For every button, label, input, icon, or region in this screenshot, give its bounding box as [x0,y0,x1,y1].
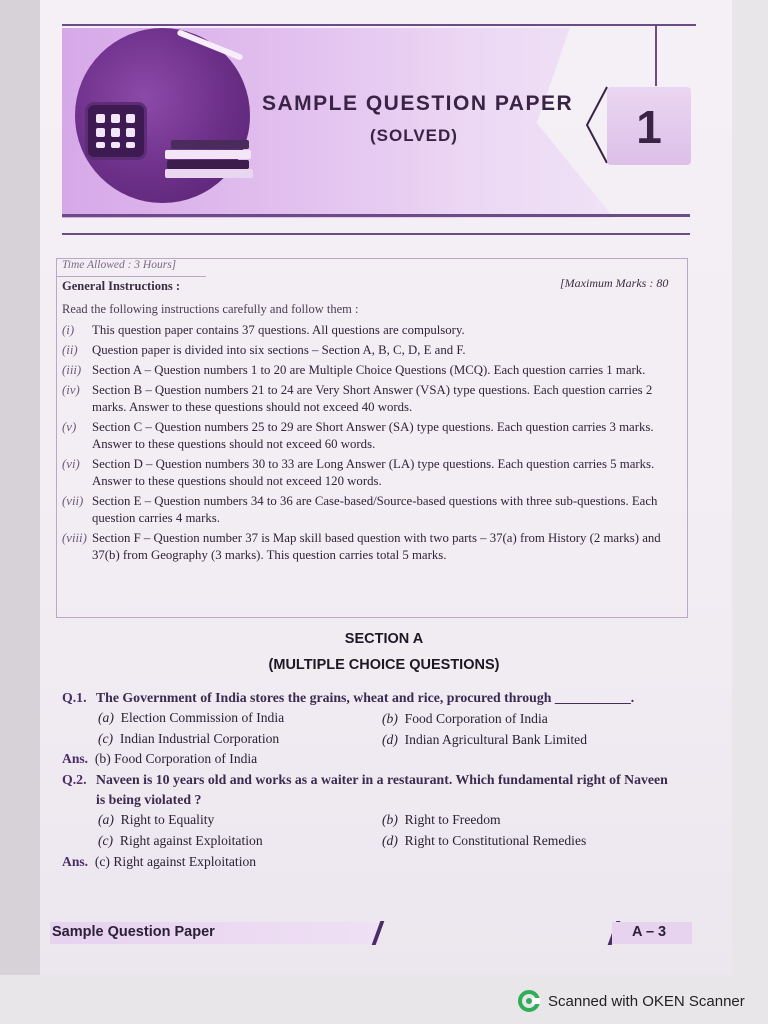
footer-title: Sample Question Paper [52,924,215,940]
oken-scanner-logo-icon [518,990,540,1012]
option-text: Indian Industrial Corporation [119,731,280,746]
time-allowed: Time Allowed : 3 Hours] [62,259,177,271]
instruction-text: Section A – Question numbers 1 to 20 are Multiple Choice Questions (MCQ). Each question carries 1 mark. [92,363,646,377]
instruction-number: (vii) [62,494,84,508]
instruction-number: (iii) [62,363,82,377]
maximum-marks: [Maximum Marks : 80 [560,276,669,290]
instruction-number: (iv) [62,383,80,397]
option-label: (d) [382,732,398,747]
instruction-text: Section E – Question numbers 34 to 36 are Case-based/Source-based questions with three sub-questions. Each question carries 4 marks. [92,494,658,525]
top-rule [62,24,696,26]
q2-answer [62,854,256,870]
option-label: (a) [98,812,114,827]
option-label: (b) [382,711,398,726]
q1-answer [62,751,257,767]
general-instructions-heading: General Instructions : [62,279,181,293]
instructions-divider [56,276,206,277]
q2-option-b [382,812,501,828]
instruction-item [62,530,682,564]
answer-text: (b) Food Corporation of India [94,751,258,766]
question-text: Naveen is 10 years old and works as a waiter in a restaurant. Which fundamental right of Naveen [95,772,668,787]
instruction-text: Question paper is divided into six sections – Section A, B, C, D, E and F. [92,343,466,357]
option-text: Indian Agricultural Bank Limited [404,732,587,747]
question-number: Q.2. [62,772,87,787]
option-text: Right to Equality [120,812,215,827]
paper-title: SAMPLE QUESTION PAPER [262,92,574,115]
section-title: SECTION A [344,631,424,647]
q1-option-c [98,731,279,747]
answer-label: Ans. [62,751,89,766]
question-text: is being violated ? [96,792,202,807]
instruction-item [62,342,682,359]
option-text: Food Corporation of India [404,711,548,726]
page-number: A – 3 [632,924,667,940]
instructions-intro: Read the following instructions carefully and follow them : [62,302,359,316]
instruction-item [62,493,682,527]
instruction-text: Section C – Question numbers 25 to 29 are Short Answer (SA) type questions. Each question carries 3 marks. Answer to these questions should not exceed 60 words. [92,420,654,451]
page-left-shadow [0,0,40,975]
q2-option-c [98,833,263,849]
top-rule-vertical [655,26,657,86]
q2-option-d [382,833,586,849]
answer-text: (c) Right against Exploitation [94,854,257,869]
instruction-item [62,362,682,379]
q1-option-a [98,710,284,726]
banner-bottom-rule-2 [62,233,690,235]
option-label: (b) [382,812,398,827]
instruction-number: (i) [62,323,75,337]
instructions-list [62,322,682,567]
q1-option-d [382,732,587,748]
books-icon [165,140,255,176]
instruction-item [62,419,682,453]
answer-label: Ans. [62,854,89,869]
option-label: (c) [98,731,114,746]
question-number: Q.1. [62,690,87,705]
instruction-item [62,456,682,490]
question-2 [62,772,692,788]
instruction-text: Section B – Question numbers 21 to 24 are Very Short Answer (VSA) type questions. Each question carries 2 marks. Answer to these questions should not exceed 40 words. [92,383,653,414]
option-text: Right to Constitutional Remedies [404,833,587,848]
instruction-item [62,322,682,339]
instruction-number: (viii) [62,531,87,545]
q2-option-a [98,812,214,828]
question-text: The Government of India stores the grains, wheat and rice, procured through ___________. [95,690,635,705]
option-label: (c) [98,833,114,848]
question-1 [62,690,692,706]
instruction-number: (v) [62,420,77,434]
option-label: (a) [98,710,114,725]
scanner-watermark [518,990,745,1012]
instruction-text: Section D – Question numbers 30 to 33 are Long Answer (LA) type questions. Each question carries 5 marks. Answer to these questions should not exceed 120 words. [92,457,655,488]
q1-option-b [382,711,548,727]
option-text: Right to Freedom [404,812,501,827]
instruction-number: (vi) [62,457,80,471]
option-label: (d) [382,833,398,848]
tablet-icon [88,105,144,157]
question-2-continued [96,792,201,808]
paper-subtitle: (SOLVED) [370,126,458,145]
paper-number-badge: 1 [607,87,691,165]
scanner-text: Scanned with OKEN Scanner [548,992,745,1010]
instruction-text: Section F – Question number 37 is Map skill based question with two parts – 37(a) from History (2 marks) and 37(b) from Geography (3 marks). This question carries total 5 marks. [92,531,661,562]
section-subtitle: (MULTIPLE CHOICE QUESTIONS) [268,657,500,673]
option-text: Right against Exploitation [119,833,263,848]
instruction-item [62,382,682,416]
option-text: Election Commission of India [120,710,285,725]
banner-bottom-rule [62,214,690,217]
instruction-number: (ii) [62,343,78,357]
instruction-text: This question paper contains 37 questions. All questions are compulsory. [92,323,465,337]
